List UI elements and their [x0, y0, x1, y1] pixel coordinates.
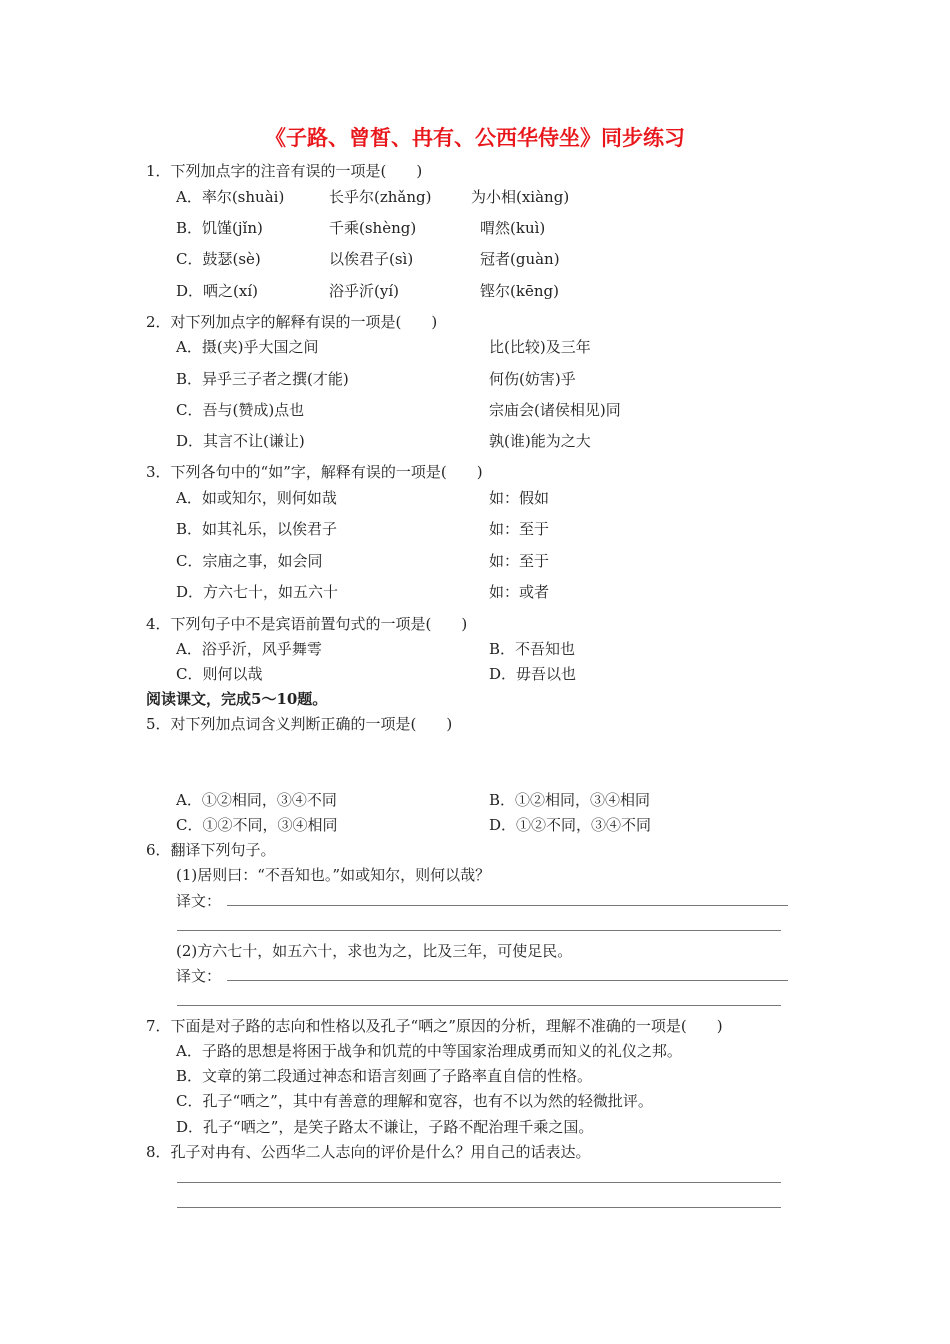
- q5-b: B．①②相同，③④相同: [489, 791, 651, 809]
- q3-d-2: 如：或者: [489, 583, 550, 601]
- q1-b-3: 喟然(kuì): [480, 219, 546, 237]
- q1-d-1: D．哂之(xí): [176, 282, 258, 300]
- q2-b-2: 何伤(妨害)乎: [489, 370, 576, 388]
- q1-b-2: 千乘(shèng): [329, 219, 417, 237]
- q4-stem: 4．下列句子中不是宾语前置句式的一项是( ): [146, 615, 468, 633]
- q5-stem: 5．对下列加点词含义判断正确的一项是( ): [146, 715, 453, 733]
- q4-c: C．则何以哉: [176, 665, 263, 683]
- q3-a-2: 如：假如: [489, 489, 550, 507]
- q5-a: A．①②相同，③④不同: [176, 791, 337, 809]
- q7-stem: 7．下面是对子路的志向和性格以及孔子“哂之”原因的分析，理解不准确的一项是( ): [146, 1017, 723, 1035]
- q2-a-2: 比(比较)及三年: [489, 338, 591, 356]
- q6-sentence-2: (2)方六七十，如五六十，求也为之，比及三年，可使足民。: [176, 942, 573, 960]
- q1-b-1: B．饥馑(jǐn): [176, 219, 263, 237]
- q1-a-1: A．率尔(shuài): [176, 188, 285, 206]
- q6-sentence-1: (1)居则曰：“不吾知也。”如或知尔，则何以哉？: [176, 866, 491, 884]
- reading-instruction: 阅读课文，完成5～10题。: [146, 690, 328, 708]
- answer-line[interactable]: [177, 1207, 781, 1208]
- q3-c-2: 如：至于: [489, 552, 550, 570]
- q1-stem: 1．下列加点字的注音有误的一项是( ): [146, 162, 423, 180]
- q7-a: A．子路的思想是将困于战争和饥荒的中等国家治理成勇而知义的礼仪之邦。: [176, 1042, 682, 1060]
- q2-d-1: D．其言不让(谦让): [176, 432, 305, 450]
- q1-d-2: 浴乎沂(yí): [329, 282, 399, 300]
- q3-stem: 3．下列各句中的“如”字，解释有误的一项是( ): [146, 463, 483, 481]
- q7-d: D．孔子“哂之”，是笑子路太不谦让，子路不配治理千乘之国。: [176, 1118, 594, 1136]
- answer-line[interactable]: [227, 905, 788, 906]
- q2-b-1: B．异乎三子者之撰(才能): [176, 370, 349, 388]
- q1-c-2: 以俟君子(sì): [329, 250, 414, 268]
- q1-d-3: 铿尔(kēng): [480, 282, 559, 300]
- q5-c: C．①②不同，③④相同: [176, 816, 338, 834]
- q6-stem: 6．翻译下列句子。: [146, 841, 276, 859]
- q1-a-2: 长乎尔(zhǎng): [329, 188, 432, 206]
- q3-a-1: A．如或知尔，则何如哉: [176, 489, 337, 507]
- q1-c-1: C．鼓瑟(sè): [176, 250, 261, 268]
- q1-a-3: 为小相(xiàng): [471, 188, 570, 206]
- page-title: 《子路、曾皙、冉有、公西华侍坐》同步练习: [265, 125, 685, 150]
- answer-line[interactable]: [177, 930, 781, 931]
- q3-c-1: C．宗庙之事，如会同: [176, 552, 323, 570]
- q3-d-1: D．方六七十，如五六十: [176, 583, 339, 601]
- q4-a: A．浴乎沂，风乎舞雩: [176, 640, 322, 658]
- q3-b-1: B．如其礼乐，以俟君子: [176, 520, 338, 538]
- q8-stem: 8．孔子对冉有、公西华二人志向的评价是什么？用自己的话表达。: [146, 1143, 591, 1161]
- q6-label-1: 译文：: [176, 892, 222, 910]
- answer-line[interactable]: [177, 1005, 781, 1006]
- q2-c-1: C．吾与(赞成)点也: [176, 401, 305, 419]
- q2-stem: 2．对下列加点字的解释有误的一项是( ): [146, 313, 438, 331]
- q2-c-2: 宗庙会(诸侯相见)同: [489, 401, 621, 419]
- answer-line[interactable]: [177, 1182, 781, 1183]
- q7-c: C．孔子“哂之”，其中有善意的理解和宽容，也有不以为然的轻微批评。: [176, 1092, 653, 1110]
- q7-b: B．文章的第二段通过神态和语言刻画了子路率直自信的性格。: [176, 1067, 593, 1085]
- q6-label-2: 译文：: [176, 967, 222, 985]
- q5-d: D．①②不同，③④不同: [489, 816, 652, 834]
- q4-b: B．不吾知也: [489, 640, 576, 658]
- q3-b-2: 如：至于: [489, 520, 550, 538]
- q2-a-1: A．摄(夹)乎大国之间: [176, 338, 319, 356]
- q1-c-3: 冠者(guàn): [480, 250, 560, 268]
- q4-d: D．毋吾以也: [489, 665, 577, 683]
- q2-d-2: 孰(谁)能为之大: [489, 432, 591, 450]
- answer-line[interactable]: [227, 980, 788, 981]
